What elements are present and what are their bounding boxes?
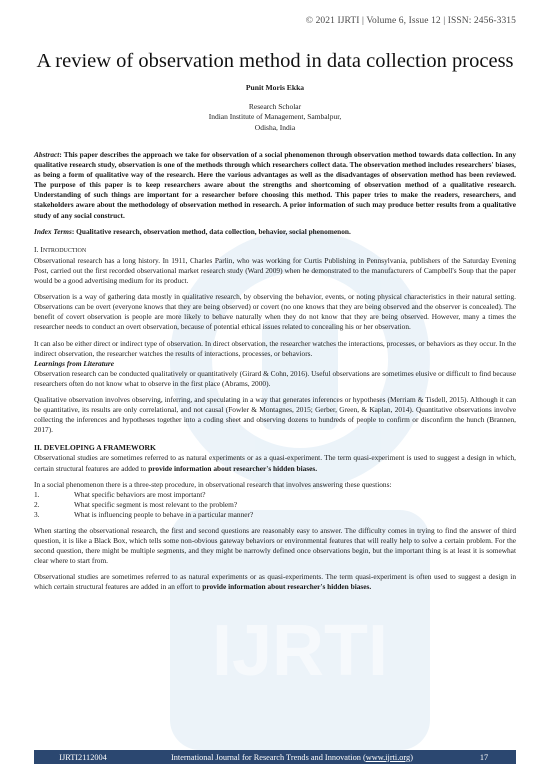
affiliation-line: Research Scholar <box>248 102 302 111</box>
page-number: 17 <box>479 752 489 762</box>
intro-paragraph: Observational research has a long history. In 1911, Charles Parlin, who was working for Curtis Publishing in Pennsylvania, publishers of the Saturday Evening Post, carried out the first recorded observational market research study (Ward 2009) when he demonstrated to the manufacturers of Campbell's Soup that the paper would be a good advertising medium for its product. <box>34 255 516 286</box>
paper-body <box>34 150 516 593</box>
section-heading-framework: II. DEVELOPING A FRAMEWORK <box>34 443 156 453</box>
literature-paragraph: Observation research can be conducted qualitatively or quantitatively (Girard & Cohn, 2016). Useful observations are sometimes elusive or difficult to find because researchers often do not know what to observe in the first place (Abrams, 2000). <box>34 368 516 388</box>
page-footer <box>34 750 516 764</box>
question-item: 2. What specific segment is most relevant to the problem? <box>34 499 238 509</box>
intro-paragraph: It can also be either direct or indirect type of observation. In direct observation, the researcher watches the interactions, processes, or behaviors as they occur. In the indirect observation, the researcher watches the results of interactions, processes, or behaviors. <box>34 338 516 358</box>
index-terms <box>34 227 516 237</box>
paper-id: IJRTI2112004 <box>59 752 107 762</box>
abstract-label: Abstract <box>34 150 60 159</box>
section-heading-introduction: I. INTRODUCTION <box>34 244 87 254</box>
author-name: Punit Moris Ekka <box>245 83 305 92</box>
question-item: 1. What specific behaviors are most important? <box>34 489 206 499</box>
issn-header: © 2021 IJRTI | Volume 6, Issue 12 | ISSN: 2456-3315 <box>305 16 516 26</box>
journal-website-link[interactable]: www.ijrti.org <box>365 752 411 762</box>
framework-paragraph: In a social phenomenon there is a three-step procedure, in observational research that involves answering these questions: <box>34 479 392 489</box>
affiliation-line: Odisha, India <box>254 122 296 132</box>
abstract <box>34 150 516 221</box>
index-terms-label: Index Terms <box>34 226 72 236</box>
framework-paragraph: Observational studies are sometimes referred to as natural experiments or as a quasi-experiment. The term quasi-experiment is used to suggest a design in which, certain structural features are added to provide information about researcher's hidden biases. <box>34 453 516 473</box>
index-terms-text: : Qualitative research, observation method, data collection, behavior, social phenomenon. <box>71 226 351 236</box>
journal-name: International Journal for Research Trends and Innovation (www.ijrti.org) <box>171 752 413 762</box>
framework-paragraph: Observational studies are sometimes referred to as natural experiments or as quasi-experiments. The term quasi-experiment is often used to suggest a design in which certain structural features are added in an effort to provide information about researcher's hidden biases. <box>34 572 516 592</box>
question-item: 3. What is influencing people to behave in a particular manner? <box>34 509 254 519</box>
author-affiliation <box>0 102 550 133</box>
paper-title: A review of observation method in data collection process <box>36 50 514 72</box>
affiliation-line: Indian Institute of Management, Sambalpur, <box>208 112 342 122</box>
literature-paragraph: Qualitative observation involves observing, inferring, and speculating in a way that generates inferences or hypotheses (Merriam & Tisdell, 2015). Although it can be quantitative, its results are only correlational, and not causal (Fowler & Montagnes, 2015; Gerber, Green, & Kaplan, 2014). Quantitative observations involve collecting the inferences and hypotheses together into a coding sheet and observing dozens to hundreds of people to confirm or disconfirm the hunch (Brannen, 2017). <box>34 394 516 435</box>
intro-paragraph: Observation is a way of gathering data mostly in qualitative research, by observing the behavior, events, or noting physical characteristics in their natural setting. Observations can be overt (everyone knows that they are being observed) or covert (no one knows that they are being observed and the observer is concealed). The benefit of covert observation is people are more likely to behave naturally when they do not know that they are being observed. However, many a times the researcher needs to conduct an overt observation, because of potential ethical issues related to concealing his or her observation. <box>34 292 516 332</box>
watermark-text: IJRTI <box>211 611 389 691</box>
framework-paragraph: When starting the observational research, the first and second questions are reasonably easy to answer. The difficulty comes in trying to find the answer of third question, it is like a Black Box, which tells some non-obvious gateway behaviors or environmental features that will really help to solve a certain problem. For the second question, there might be multiple segments, and they might be narrowly defined once observations begin, but the important thing is at least it is somewhat clear where to start from. <box>34 526 516 566</box>
subheading-learnings: Learnings from Literature <box>34 358 114 368</box>
abstract-text: : This paper describes the approach we take for observation of a social phenomenon through observation method towards data collection. In any qualitative research study, observation is one of the methods through which researchers collect data. The observation method includes researchers' biases, as being a form of qualitative way of the research. Here the various advantages as well as the disadvantages of observation method has been reviewed. The purpose of this paper is to keep researchers aware about the strengths and shortcoming of observation method of a qualitative research. Understanding of such things are important for a researcher before choosing this method. This paper tries to make the readers, researchers, and stakeholders aware about the methodology of observation method in research. A prior information of such may produce better results from a qualitative study of any social construct. <box>34 150 516 220</box>
